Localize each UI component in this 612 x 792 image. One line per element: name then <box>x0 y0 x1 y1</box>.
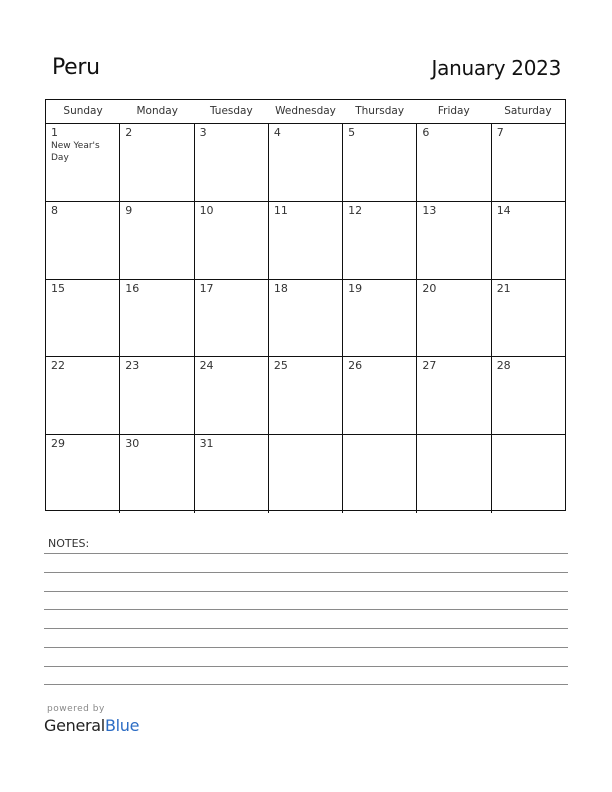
day-number: 21 <box>496 281 511 295</box>
day-cell <box>416 357 490 434</box>
day-number: 12 <box>348 203 363 217</box>
holiday-label: New Year's Day <box>51 141 100 163</box>
day-cell <box>119 280 193 357</box>
day-number: 9 <box>125 203 133 217</box>
notes-line <box>44 647 568 648</box>
day-number: 18 <box>273 281 288 295</box>
day-cell <box>342 357 416 434</box>
day-cell <box>268 124 342 201</box>
day-cell <box>194 435 268 513</box>
day-number: 30 <box>125 437 140 451</box>
weekday-saturday: Saturday <box>504 105 552 117</box>
notes-line <box>44 628 568 629</box>
calendar-grid <box>45 99 566 511</box>
generalblue-logo <box>44 716 139 735</box>
day-cell <box>194 124 268 201</box>
week-row <box>46 124 565 202</box>
notes-line <box>44 591 568 592</box>
day-cell <box>194 357 268 434</box>
day-number: 23 <box>125 359 140 373</box>
powered-by-label: powered by <box>47 704 105 714</box>
day-number: 29 <box>51 437 65 451</box>
day-cell <box>491 280 565 357</box>
weekday-tuesday: Tuesday <box>209 105 253 117</box>
day-cell <box>342 280 416 357</box>
notes-line <box>44 572 568 573</box>
day-number: 6 <box>422 126 430 139</box>
weekday-sunday: Sunday <box>63 105 103 117</box>
day-number: 1 <box>51 126 58 139</box>
notes-line <box>44 609 568 610</box>
day-cell <box>46 357 119 434</box>
week-row <box>46 435 565 513</box>
day-number: 5 <box>348 126 356 139</box>
day-cell <box>268 357 342 434</box>
week-row <box>46 280 565 358</box>
day-cell <box>119 202 193 279</box>
notes-label: NOTES: <box>48 537 90 550</box>
week-row <box>46 202 565 280</box>
day-cell <box>46 280 119 357</box>
day-number: 4 <box>273 126 281 139</box>
day-number: 27 <box>422 359 437 373</box>
month-year-title: January 2023 <box>431 56 561 80</box>
day-number: 17 <box>199 281 214 295</box>
day-cell <box>416 435 490 513</box>
weekday-monday: Monday <box>136 105 178 117</box>
day-cell <box>194 280 268 357</box>
day-number: 2 <box>125 126 133 139</box>
day-cell <box>268 280 342 357</box>
weekday-friday: Friday <box>437 105 470 117</box>
day-cell <box>46 124 119 201</box>
day-number: 25 <box>273 359 288 373</box>
brand-general: General <box>44 716 105 735</box>
day-cell <box>119 435 193 513</box>
day-cell <box>119 124 193 201</box>
day-number: 14 <box>496 203 511 217</box>
day-cell <box>416 124 490 201</box>
day-number: 10 <box>199 203 214 217</box>
week-row <box>46 357 565 435</box>
day-cell <box>119 357 193 434</box>
day-cell <box>46 435 119 513</box>
day-number: 8 <box>51 203 58 217</box>
day-cell <box>342 202 416 279</box>
day-number: 24 <box>199 359 214 373</box>
country-title: Peru <box>52 55 100 80</box>
day-cell <box>268 435 342 513</box>
day-number: 31 <box>199 437 214 451</box>
day-cell <box>46 202 119 279</box>
day-cell <box>416 280 490 357</box>
day-number: 13 <box>422 203 437 217</box>
weekday-header-row <box>46 100 565 124</box>
weekday-wednesday: Wednesday <box>275 105 336 117</box>
day-number: 20 <box>422 281 437 295</box>
brand-blue: Blue <box>104 716 140 735</box>
day-number: 19 <box>348 281 363 295</box>
day-cell <box>491 357 565 434</box>
day-number: 28 <box>496 359 511 373</box>
notes-line <box>44 666 568 667</box>
day-number: 15 <box>51 281 65 295</box>
weekday-thursday: Thursday <box>355 105 405 117</box>
day-cell <box>342 435 416 513</box>
day-number: 16 <box>125 281 140 295</box>
day-number: 3 <box>199 126 207 139</box>
day-cell <box>342 124 416 201</box>
day-cell <box>491 202 565 279</box>
day-number: 11 <box>273 203 288 217</box>
notes-line <box>44 553 568 554</box>
day-number: 26 <box>348 359 363 373</box>
day-cell <box>491 124 565 201</box>
day-cell <box>416 202 490 279</box>
day-cell <box>194 202 268 279</box>
notes-line <box>44 684 568 685</box>
day-cell <box>491 435 565 513</box>
day-number: 22 <box>51 359 65 373</box>
day-cell <box>268 202 342 279</box>
day-number: 7 <box>496 126 504 139</box>
